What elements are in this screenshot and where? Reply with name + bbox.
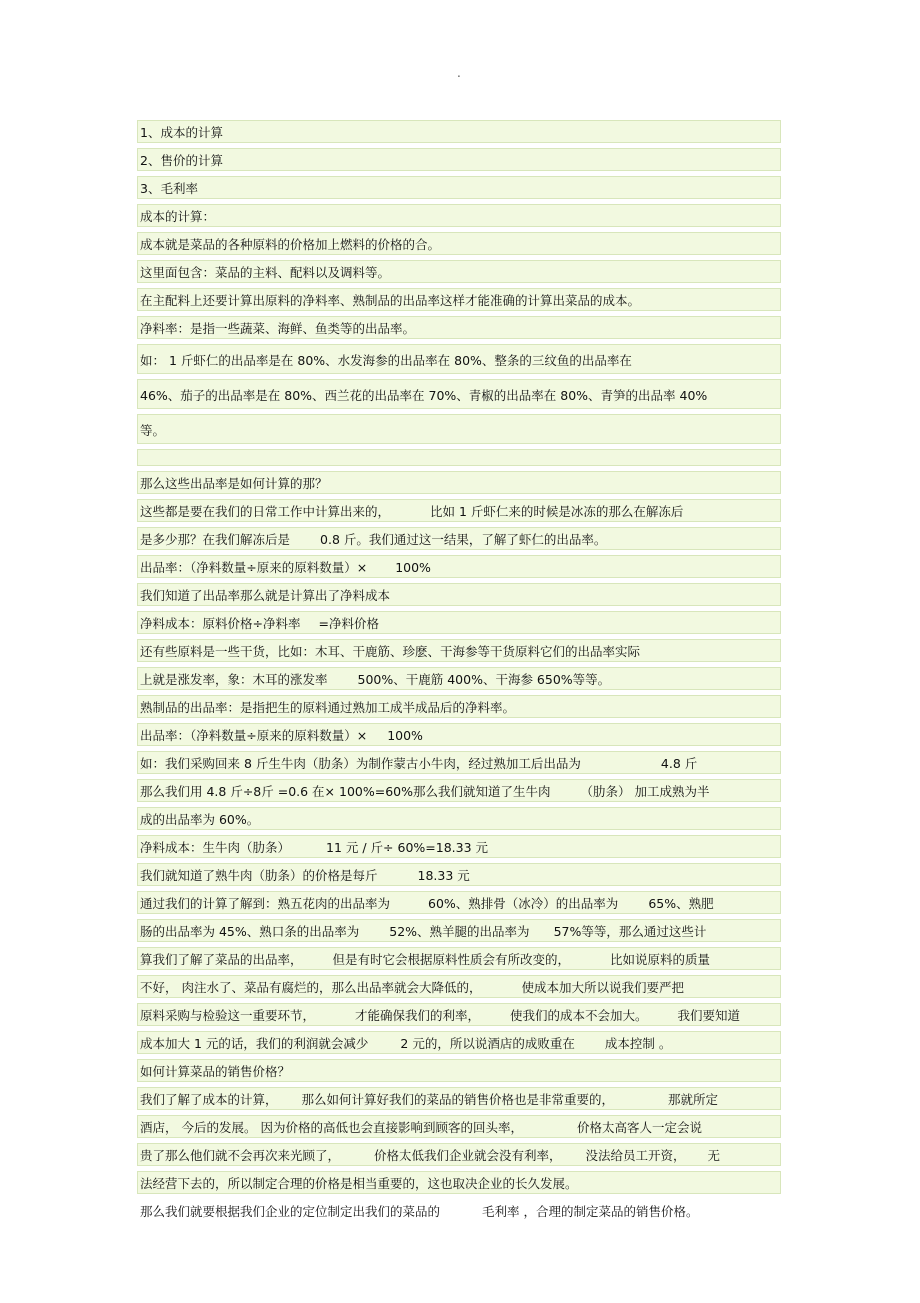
text-segment: 不好， 肉注水了、菜品有腐烂的，那么出品率就会大降低的， — [140, 980, 482, 995]
text-line — [137, 176, 781, 199]
text-segment: 那就所定 — [668, 1092, 719, 1107]
text-line — [137, 1003, 781, 1026]
text-segment: 成本加大 1 元的话，我们的利润就会减少 — [140, 1036, 369, 1051]
text-segment: 57%等等，那么通过这些计 — [553, 924, 707, 939]
text-segment: 那么我们就要根据我们企业的定位制定出我们的菜品的 — [140, 1204, 441, 1219]
text-segment: 如何计算菜品的销售价格？ — [140, 1064, 291, 1079]
text-line — [137, 379, 781, 409]
text-line — [137, 1059, 781, 1082]
text-segment: 贵了那么他们就不会再次来光顾了， — [140, 1148, 341, 1163]
text-line — [137, 1115, 781, 1138]
text-segment: 2 元的，所以说酒店的成败重在 — [400, 1036, 575, 1051]
text-line — [137, 583, 781, 606]
text-line — [137, 1171, 781, 1194]
text-segment: 熟制品的出品率：是指把生的原料通过熟加工成半成品后的净料率。 — [140, 700, 516, 715]
text-line — [137, 499, 781, 522]
text-line — [137, 344, 781, 374]
text-segment: 通过我们的计算了解到：熟五花肉的出品率为 — [140, 896, 391, 911]
text-segment: 还有些原料是一些干货，比如：木耳、干鹿筋、珍麽、干海参等干货原料它们的出品率实际 — [140, 644, 641, 659]
text-line — [137, 1143, 781, 1166]
text-segment: 如：我们采购回来 8 斤生牛肉（肋条）为制作蒙古小牛肉，经过熟加工后出品为 — [140, 756, 581, 771]
text-segment: 使成本加大所以说我们要严把 — [521, 980, 684, 995]
text-segment: 成本就是菜品的各种原料的价格加上燃料的价格的合。 — [140, 237, 441, 252]
text-line — [137, 449, 781, 466]
header-dot: . — [457, 66, 461, 80]
text-segment: =净料价格 — [318, 616, 379, 631]
text-segment: 净料成本：生牛肉（肋条） — [140, 840, 291, 855]
text-segment: 0.8 斤。我们通过这一结果，了解了虾仁的出品率。 — [320, 532, 607, 547]
text-segment: 11 元 / 斤÷ 60%=18.33 元 — [326, 840, 489, 855]
text-segment: 使我们的成本不会加大。 — [510, 1008, 648, 1023]
text-line — [137, 471, 781, 494]
text-segment: 成本的计算： — [140, 209, 216, 224]
text-line — [137, 288, 781, 311]
text-segment: 才能确保我们的利率， — [355, 1008, 481, 1023]
text-line — [137, 120, 781, 143]
text-segment: 法经营下去的，所以制定合理的价格是相当重要的，这也取决企业的长久发展。 — [140, 1176, 578, 1191]
text-segment: 18.33 元 — [417, 868, 470, 883]
text-segment: 成的出品率为 60%。 — [140, 812, 260, 827]
text-segment: 价格太低我们企业就会没有利率， — [374, 1148, 562, 1163]
text-line — [137, 611, 781, 634]
text-segment: 比如说原料的质量 — [610, 952, 711, 967]
text-segment: 没法给员工开资， — [585, 1148, 686, 1163]
text-line — [137, 947, 781, 970]
text-segment: （肋条） 加工成熟为半 — [580, 784, 710, 799]
text-segment: 酒店， 今后的发展。 因为价格的高低也会直接影响到顾客的回头率， — [140, 1120, 523, 1135]
text-segment: 无 — [707, 1148, 721, 1163]
text-segment: 算我们了解了菜品的出品率， — [140, 952, 303, 967]
text-segment: 500%、干鹿筋 400%、干海参 650%等等。 — [357, 672, 611, 687]
text-segment: 100% — [387, 728, 423, 743]
text-segment: 等。 — [140, 423, 166, 438]
text-line — [137, 527, 781, 550]
text-line — [137, 891, 781, 914]
text-line — [137, 975, 781, 998]
text-segment: 这里面包含：菜品的主料、配料以及调料等。 — [140, 265, 391, 280]
text-line — [137, 1031, 781, 1054]
text-segment: 我们要知道 — [677, 1008, 741, 1023]
text-line — [137, 695, 781, 718]
text-line — [137, 919, 781, 942]
text-line — [137, 807, 781, 830]
text-segment: 60%、熟排骨（冰冷）的出品率为 — [428, 896, 619, 911]
document-body — [137, 120, 781, 1227]
text-segment: 上就是涨发率，象：木耳的涨发率 — [140, 672, 328, 687]
text-line — [137, 232, 781, 255]
text-segment: 净料率：是指一些蔬菜、海鲜、鱼类等的出品率。 — [140, 321, 416, 336]
text-segment: 4.8 斤 — [660, 756, 698, 771]
text-segment: 但是有时它会根据原料性质会有所改变的， — [332, 952, 571, 967]
text-segment: 我们就知道了熟牛肉（肋条）的价格是每斤 — [140, 868, 378, 883]
text-segment: 肠的出品率为 45%、熟口条的出品率为 — [140, 924, 360, 939]
text-line — [137, 835, 781, 858]
text-line — [137, 204, 781, 227]
text-segment: 原料采购与检验这一重要环节， — [140, 1008, 316, 1023]
text-segment: 成本控制 。 — [604, 1036, 672, 1051]
text-segment: 这些都是要在我们的日常工作中计算出来的， — [140, 504, 391, 519]
text-segment: 我们知道了出品率那么就是计算出了净料成本 — [140, 588, 391, 603]
text-segment: 是多少那？在我们解冻后是 — [140, 532, 291, 547]
text-line — [137, 779, 781, 802]
text-line — [137, 1087, 781, 1110]
text-segment: 比如 1 斤虾仁来的时候是冰冻的那么在解冻后 — [430, 504, 684, 519]
text-segment: 2、售价的计算 — [140, 153, 223, 168]
text-line — [137, 260, 781, 283]
text-line — [137, 723, 781, 746]
text-segment: 那么这些出品率是如何计算的那？ — [140, 476, 328, 491]
text-segment: 1、成本的计算 — [140, 125, 223, 140]
text-segment: 52%、熟羊腿的出品率为 — [389, 924, 530, 939]
text-line — [137, 863, 781, 886]
text-segment: 100% — [395, 560, 431, 575]
text-line — [137, 751, 781, 774]
text-line — [137, 414, 781, 444]
text-segment: 在主配料上还要计算出原料的净料率、熟制品的出品率这样才能准确的计算出菜品的成本。 — [140, 293, 641, 308]
text-segment: 46%、茄子的出品率是在 80%、西兰花的出品率在 70%、青椒的出品率在 80%、青笋的出品率 40% — [140, 388, 708, 403]
text-segment: 3、毛利率 — [140, 181, 198, 196]
text-line — [137, 1199, 781, 1222]
text-segment: 65%、熟肥 — [648, 896, 714, 911]
text-segment: 那么如何计算好我们的菜品的销售价格也是非常重要的， — [301, 1092, 615, 1107]
text-segment: 毛利率 ，合理的制定菜品的销售价格。 — [482, 1204, 699, 1219]
text-line — [137, 667, 781, 690]
text-segment: 价格太高客人一定会说 — [576, 1120, 702, 1135]
text-line — [137, 555, 781, 578]
text-segment: 我们了解了成本的计算， — [140, 1092, 278, 1107]
text-line — [137, 148, 781, 171]
text-line — [137, 316, 781, 339]
text-line — [137, 639, 781, 662]
text-segment: 那么我们用 4.8 斤÷8斤 =0.6 在× 100%=60%那么我们就知道了生牛肉 — [140, 784, 551, 799]
text-segment: 如： 1 斤虾仁的出品率是在 80%、水发海参的出品率在 80%、整条的三纹鱼的出品率在 — [140, 353, 632, 368]
text-segment: 出品率：（净料数量÷原来的原料数量）× — [140, 728, 368, 743]
text-segment: 出品率：（净料数量÷原来的原料数量）× — [140, 560, 368, 575]
text-segment: 净料成本：原料价格÷净料率 — [140, 616, 301, 631]
